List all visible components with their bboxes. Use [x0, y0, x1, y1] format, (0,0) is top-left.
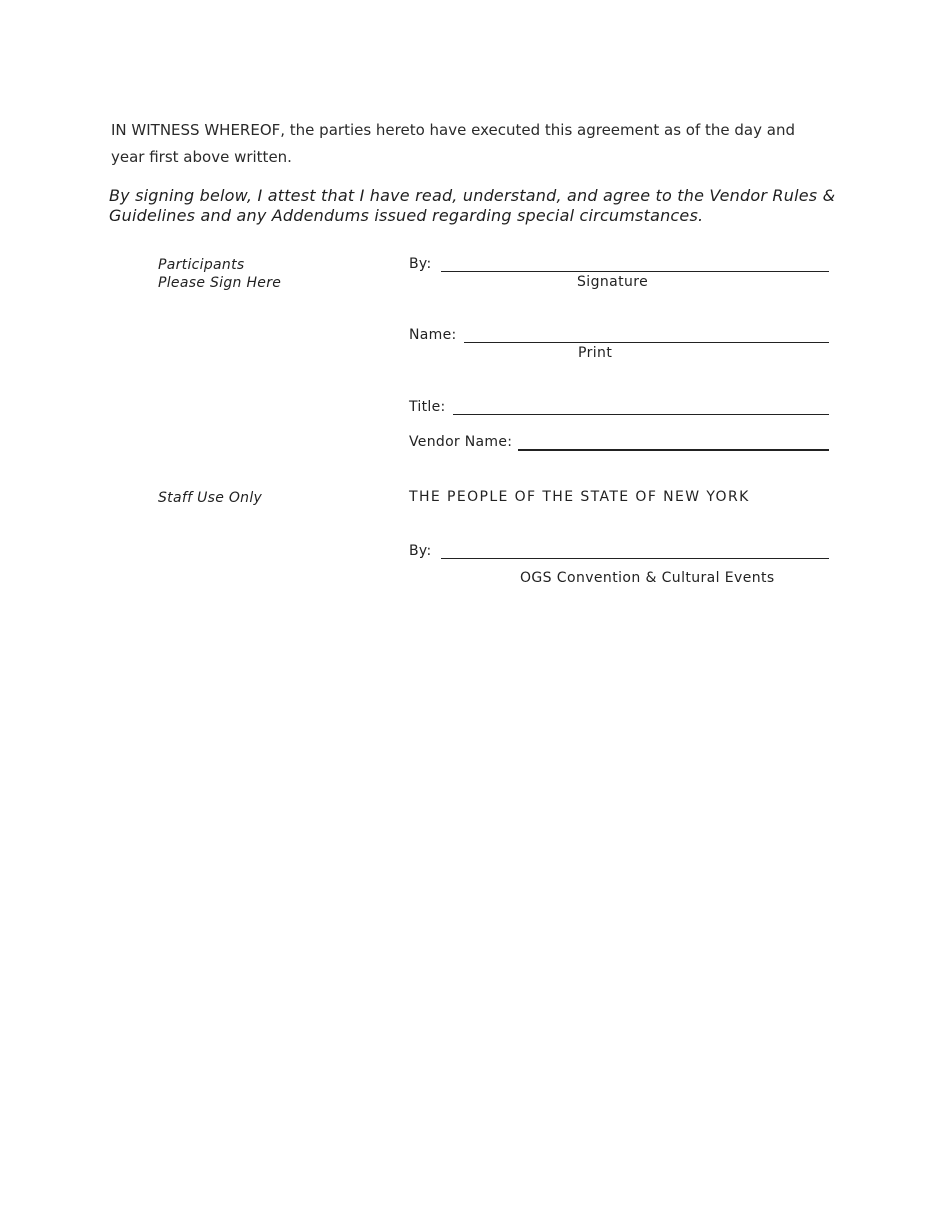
ogs-caption: OGS Convention & Cultural Events [520, 570, 775, 586]
witness-clause: IN WITNESS WHEREOF, the parties hereto have executed this agreement as of the day and year first above written. [111, 121, 795, 166]
attestation-statement: By signing below, I attest that I have read, understand, and agree to the Vendor Rules & Guidelines and any Addendums issued regarding special circumstances. [109, 186, 836, 225]
state-entity-name: THE PEOPLE OF THE STATE OF NEW YORK [409, 489, 750, 505]
vendor-name-line[interactable] [518, 449, 829, 451]
vendor-name-label: Vendor Name: [409, 434, 513, 450]
by-label: By: [409, 256, 432, 272]
participants-label: Participants [158, 257, 245, 273]
please-sign-label: Please Sign Here [158, 275, 282, 291]
staff-by-label: By: [409, 543, 432, 559]
title-label: Title: [409, 399, 446, 415]
title-line[interactable] [453, 414, 829, 415]
signature-line[interactable] [441, 271, 829, 272]
signature-caption: Signature [577, 274, 649, 290]
staff-use-only-label: Staff Use Only [158, 490, 263, 506]
name-label: Name: [409, 327, 457, 343]
name-line[interactable] [464, 342, 829, 343]
staff-signature-line[interactable] [441, 558, 829, 559]
print-caption: Print [578, 345, 613, 361]
